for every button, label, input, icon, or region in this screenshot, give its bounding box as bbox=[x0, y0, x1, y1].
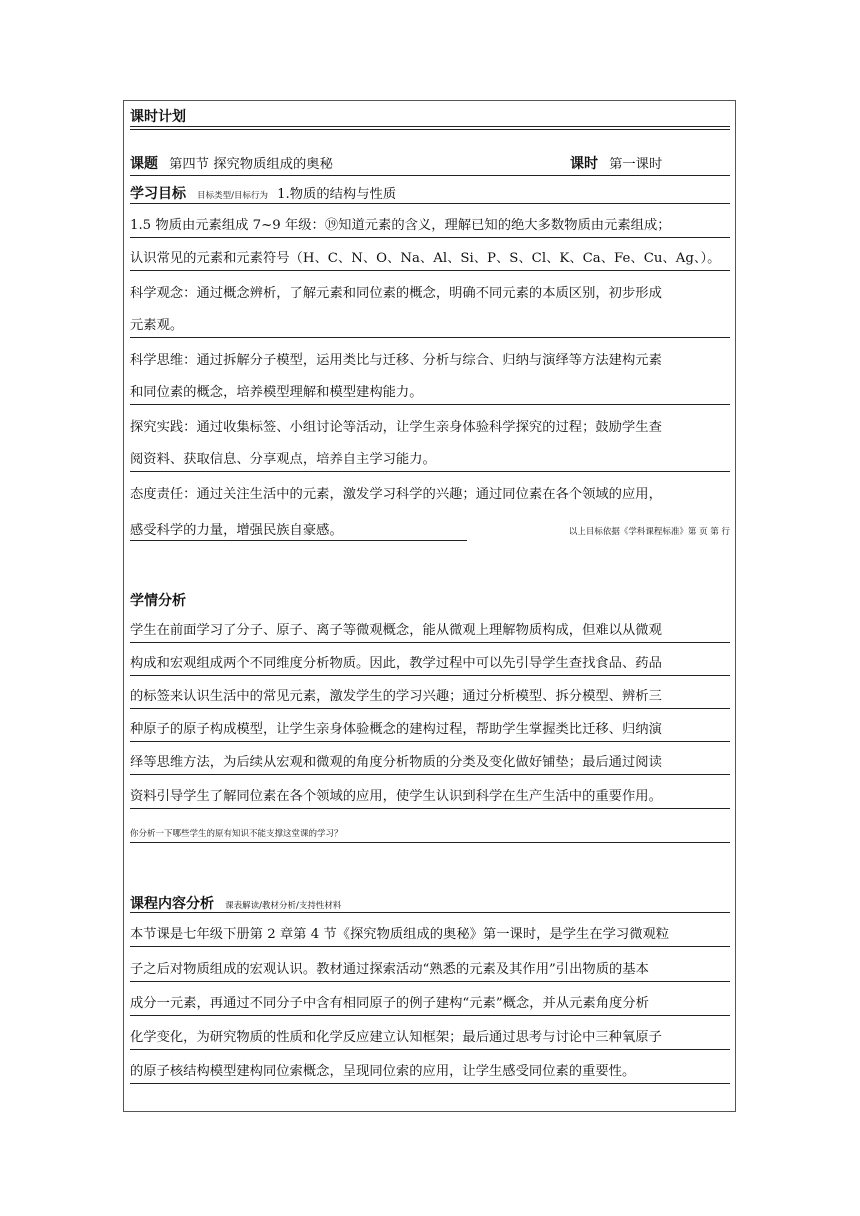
objective-line: 认识常见的元素和元素符号（H、C、N、O、Na、Al、Si、P、S、Cl、K、Ca、Fe、Cu、Ag、）。 bbox=[130, 250, 730, 271]
objective-line: 元素观。 bbox=[130, 317, 730, 338]
topic-label: 课题 bbox=[130, 156, 158, 172]
objective-line: 1.5 物质由元素组成 7~9 年级：⑲知道元素的含义，理解已知的绝大多数物质由元素组成； bbox=[130, 217, 730, 238]
objective-line: 感受科学的力量，增强民族自豪感。 bbox=[130, 519, 467, 541]
content-line: 化学变化，为研究物质的性质和化学反应建立认知框架；最后通过思考与讨论中三种氧原子 bbox=[130, 1029, 730, 1050]
objectives-label: 学习目标 bbox=[130, 186, 186, 202]
content-analysis-header bbox=[130, 893, 730, 913]
content-line: 本节课是七年级下册第 2 章第 4 节《探究物质组成的奥秘》第一课时，是学生在学习微观粒 bbox=[130, 926, 730, 947]
content-analysis-sub: 课表解读/教材分析/支持性材料 bbox=[225, 901, 342, 911]
objectives-first: 1.物质的结构与性质 bbox=[277, 187, 397, 202]
learner-line: 种原子的原子构成模型，让学生亲身体验概念的建构过程，帮助学生掌握类比迁移、归纳演 bbox=[130, 721, 730, 742]
content-analysis-label: 课程内容分析 bbox=[130, 896, 214, 912]
objective-line: 态度责任：通过关注生活中的元素，激发学习科学的兴趣；通过同位素在各个领域的应用， bbox=[130, 487, 662, 502]
learner-analysis-note: 你分析一下哪些学生的原有知识不能支撑这堂课的学习？ bbox=[130, 827, 730, 843]
learner-line: 构成和宏观组成两个不同维度分析物质。因此，教学过程中可以先引导学生查找食品、药品 bbox=[130, 655, 730, 676]
content-line: 子之后对物质组成的宏观认识。教材通过探索活动“熟悉的元素及其作用”引出物质的基本 bbox=[130, 961, 730, 982]
learner-line: 学生在前面学习了分子、原子、离子等微观概念，能从微观上理解物质构成，但难以从微观 bbox=[130, 622, 730, 643]
section-title: 课时计划 bbox=[130, 109, 186, 125]
objectives-basis-note: 以上目标依据《学科课程标准》第 页 第 行 bbox=[568, 527, 730, 537]
period-label: 课时 bbox=[570, 156, 598, 172]
content-line: 的原子核结构模型建构同位索概念，呈现同位索的应用，让学生感受同位素的重要性。 bbox=[130, 1063, 730, 1084]
learner-line: 绎等思维方法，为后续从宏观和微观的角度分析物质的分类及变化做好铺垫；最后通过阅读 bbox=[130, 754, 730, 775]
learner-analysis-label: 学情分析 bbox=[130, 593, 186, 609]
objectives-type-note: 目标类型/目标行为 bbox=[197, 191, 268, 201]
learner-line: 的标签来认识生活中的常见元素，激发学生的学习兴趣；通过分析模型、拆分模型、辨析三 bbox=[130, 688, 730, 709]
objective-line: 和同位素的概念，培养模型理解和模型建构能力。 bbox=[130, 384, 730, 405]
objectives-last-row bbox=[130, 519, 730, 539]
learner-line: 资料引导学生了解同位素在各个领域的应用，使学生认识到科学在生产生活中的重要作用。 bbox=[130, 788, 730, 809]
objective-line: 探究实践：通过收集标签、小组讨论等活动，让学生亲身体验科学探究的过程；鼓励学生查 bbox=[130, 420, 662, 435]
objective-line: 科学观念：通过概念辨析，了解元素和同位素的概念，明确不同元素的本质区别，初步形成 bbox=[130, 286, 662, 301]
divider bbox=[130, 129, 730, 130]
content-line: 成分一元素，再通过不同分子中含有相同原子的例子建构“元素”概念，并从元素角度分析 bbox=[130, 995, 730, 1016]
objective-line: 科学思维：通过拆解分子模型，运用类比与迁移、分析与综合、归纳与演绎等方法建构元素 bbox=[130, 353, 662, 368]
objective-line: 阅资料、获取信息、分享观点，培养自主学习能力。 bbox=[130, 451, 730, 472]
topic-row bbox=[130, 153, 333, 173]
period-value: 第一课时 bbox=[609, 157, 663, 172]
topic-value: 第四节 探究物质组成的奥秘 bbox=[169, 157, 333, 172]
divider bbox=[130, 126, 730, 127]
period-row bbox=[570, 153, 662, 173]
divider bbox=[130, 175, 730, 176]
objectives-header bbox=[130, 183, 730, 204]
